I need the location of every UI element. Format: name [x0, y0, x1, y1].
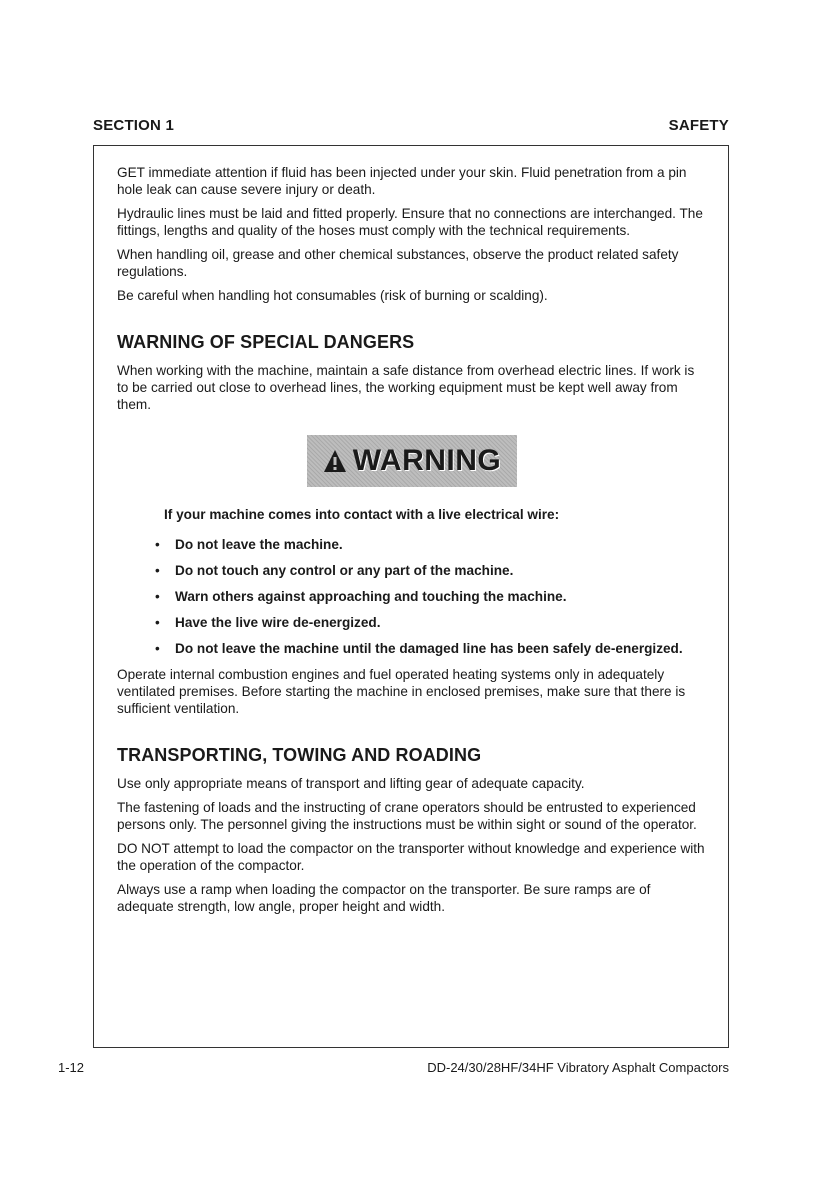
paragraph-hydraulic-lines: Hydraulic lines must be laid and fitted properly. Ensure that no connections are interchanged. The fittings, lengths and quality of the hoses must comply with the technical requirements. [117, 206, 703, 238]
content-frame [93, 145, 729, 1048]
bullet-icon: • [155, 589, 160, 604]
paragraph-overhead-lines: When working with the machine, maintain a safe distance from overhead electric lines. If work is to be carried out close to overhead lines, the working equipment must be kept well away from them. [117, 363, 695, 412]
list-item [155, 536, 707, 553]
paragraph-ventilation: Operate internal combustion engines and fuel operated heating systems only in adequately ventilated premises. Before starting the machine in enclosed premises, make sure that there is sufficient ventilation. [117, 667, 686, 716]
page-number: 1-12 [58, 1060, 85, 1075]
list-item-text: Do not leave the machine. [175, 537, 343, 552]
list-item-text: Have the live wire de-energized. [175, 615, 381, 630]
paragraph-hot-consumables: Be careful when handling hot consumables (risk of burning or scalding). [117, 288, 548, 303]
live-wire-instructions [117, 536, 707, 657]
warning-banner [307, 435, 517, 487]
list-item-text: Warn others against approaching and touching the machine. [175, 589, 567, 604]
bullet-icon: • [155, 537, 160, 552]
live-wire-lead: If your machine comes into contact with a live electrical wire: [164, 507, 560, 522]
paragraph-transport-means: Use only appropriate means of transport and lifting gear of adequate capacity. [117, 776, 585, 791]
list-item [155, 588, 707, 605]
list-item [155, 640, 707, 657]
warning-label: WARNING [352, 444, 502, 477]
paragraph-ramp-usage: Always use a ramp when loading the compactor on the transporter. Be sure ramps are of adequate strength, low angle, proper height and width. [117, 882, 651, 914]
paragraph-fastening-loads: The fastening of loads and the instructing of crane operators should be entrusted to experienced persons only. The personnel giving the instructions must be within sight or sound of the operator. [117, 800, 697, 832]
paragraph-fluid-injection: GET immediate attention if fluid has been injected under your skin. Fluid penetration from a pin hole leak can cause severe injury or death. [117, 165, 687, 197]
paragraph-chemical-handling: When handling oil, grease and other chemical substances, observe the product related safety regulations. [117, 247, 679, 279]
bullet-icon: • [155, 641, 160, 656]
section-title: SAFETY [668, 117, 729, 134]
manual-title: DD-24/30/28HF/34HF Vibratory Asphalt Compactors [427, 1060, 729, 1075]
warning-triangle-icon [323, 449, 347, 473]
heading-special-dangers: WARNING OF SPECIAL DANGERS [117, 332, 415, 352]
list-item-text: Do not touch any control or any part of the machine. [175, 563, 514, 578]
list-item [155, 614, 707, 631]
list-item-text: Do not leave the machine until the damaged line has been safely de-energized. [175, 641, 683, 656]
heading-transporting: TRANSPORTING, TOWING AND ROADING [117, 745, 482, 765]
bullet-icon: • [155, 615, 160, 630]
page-header [93, 117, 729, 134]
paragraph-loading-knowledge: DO NOT attempt to load the compactor on the transporter without knowledge and experience with the operation of the compactor. [117, 841, 705, 873]
list-item [155, 562, 707, 579]
section-label: SECTION 1 [93, 117, 174, 134]
bullet-icon: • [155, 563, 160, 578]
content-body [117, 164, 707, 922]
page-footer [58, 1060, 729, 1075]
